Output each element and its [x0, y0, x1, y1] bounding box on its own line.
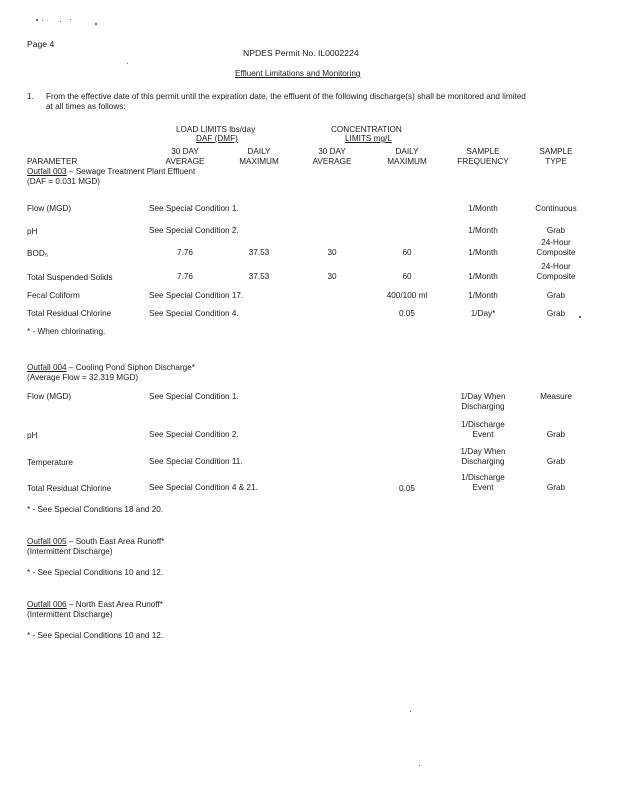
row-004-flow-freq-1: 1/Day When [460, 392, 506, 401]
row-003-bod-param: BOD₅ [27, 249, 49, 258]
row-004-temp-param: Temperature [27, 458, 73, 467]
row-004-temp-freq-2: Discharging [461, 457, 505, 466]
row-004-flow-param: Flow (MGD) [27, 392, 72, 401]
section-title: Effluent Limitations and Monitoring [235, 69, 361, 78]
scan-speck [42, 20, 43, 21]
row-003-trc-param: Total Residual Chlorine [27, 309, 112, 318]
row-003-trc-note: See Special Condition 4. [149, 309, 239, 318]
freq-header-2: FREQUENCY [457, 157, 509, 166]
load-daily-header-1: DAILY [247, 147, 271, 156]
row-004-ph-freq-2: Event [472, 430, 494, 439]
row-004-ph-freq-1: 1/Discharge [461, 420, 505, 429]
row-003-bod-concmax: 60 [402, 248, 412, 257]
outfall-004-flow: (Average Flow = 32.319 MGD) [27, 373, 139, 382]
row-004-flow-freq-2: Discharging [461, 402, 505, 411]
item-number: 1. [27, 92, 34, 101]
row-004-ph-param: pH [27, 431, 38, 440]
outfall-005-heading: Outfall 005 – South East Area Runoff* [27, 537, 165, 546]
parameter-header: PARAMETER [27, 157, 78, 166]
row-003-tss-concmax: 60 [402, 272, 412, 281]
row-003-flow-note: See Special Condition 1. [149, 204, 239, 213]
row-003-trc-freq: 1/Day* [470, 309, 496, 318]
row-004-temp-freq-1: 1/Day When [460, 447, 506, 456]
scan-speck [95, 23, 97, 25]
row-003-bod-loadmax: 37.53 [248, 248, 270, 257]
row-004-flow-note: See Special Condition 1. [149, 392, 239, 401]
row-003-bod-type-1: 24-Hour [541, 238, 571, 247]
row-003-fecal-param: Fecal Coliform [27, 291, 80, 300]
row-003-bod-conc30: 30 [327, 248, 337, 257]
row-003-trc-type: Grab [546, 309, 566, 318]
load-30day-header-1: 30 DAY [171, 147, 199, 156]
type-header-1: SAMPLE [539, 147, 573, 156]
row-004-trc-note: See Special Condition 4 & 21. [149, 483, 258, 492]
type-header-2: TYPE [545, 157, 567, 166]
freq-header-1: SAMPLE [466, 147, 500, 156]
outfall-003-daf: (DAF = 0.031 MGD) [27, 177, 101, 186]
outfall-003-footnote: * - When chlorinating. [27, 327, 106, 336]
outfall-005-sub: (Intermittent Discharge) [27, 547, 113, 556]
permit-number: NPDES Permit No. IL0002224 [243, 48, 359, 58]
row-003-ph-param: pH [27, 227, 38, 236]
load-limits-header: LOAD LIMITS lbs/day [176, 125, 256, 134]
scan-speck [127, 63, 128, 64]
row-003-tss-loadmax: 37.53 [248, 272, 270, 281]
row-004-trc-concmax: 0.05 [399, 484, 415, 493]
scan-speck [60, 21, 61, 22]
row-004-flow-type: Measure [540, 392, 572, 401]
row-003-fecal-type: Grab [546, 291, 566, 300]
row-003-flow-freq: 1/Month [468, 204, 498, 213]
load-daily-header-2: MAXIMUM [239, 157, 279, 166]
row-003-tss-type-1: 24-Hour [541, 262, 571, 271]
row-003-fecal-note: See Special Condition 17. [149, 291, 244, 300]
conc-30day-header-2: AVERAGE [312, 157, 352, 166]
outfall-006-heading: Outfall 006 – North East Area Runoff* [27, 600, 163, 609]
row-004-trc-freq-1: 1/Discharge [461, 473, 505, 482]
row-003-bod-load30: 7.76 [177, 248, 193, 257]
row-003-tss-conc30: 30 [327, 272, 337, 281]
outfall-006-footnote: * - See Special Conditions 10 and 12. [27, 631, 164, 640]
row-004-trc-type: Grab [546, 483, 566, 492]
concentration-header: CONCENTRATION [331, 125, 402, 134]
row-004-ph-type: Grab [546, 430, 566, 439]
row-003-flow-type: Continuous [535, 204, 577, 213]
intro-line-1: From the effective date of this permit until the expiration date, the effluent of the following discharge(s) shall be monitored and limited [46, 92, 526, 101]
row-004-temp-note: See Special Condition 11. [149, 457, 243, 466]
page-number: Page 4 [27, 39, 55, 49]
row-004-temp-type: Grab [546, 457, 566, 466]
outfall-005-footnote: * - See Special Conditions 10 and 12. [27, 568, 164, 577]
scan-speck [36, 19, 38, 21]
outfall-004-heading: Outfall 004 – Cooling Pond Siphon Discharge* [27, 363, 195, 372]
limits-mgl-header: LIMITS mg/L [345, 134, 392, 143]
row-003-trc-concmax: 0.05 [399, 309, 415, 318]
outfall-006-sub: (Intermittent Discharge) [27, 610, 113, 619]
row-003-ph-type: Grab [546, 226, 566, 235]
row-003-bod-freq: 1/Month [468, 248, 498, 257]
row-003-tss-param: Total Suspended Solids [27, 273, 113, 282]
row-004-trc-param: Total Residual Chlorine [27, 484, 112, 493]
conc-30day-header-1: 30 DAY [318, 147, 346, 156]
outfall-004-footnote: * - See Special Conditions 18 and 20. [27, 505, 164, 514]
row-004-trc-freq-2: Event [472, 483, 494, 492]
row-003-tss-type-2: Composite [536, 272, 576, 281]
load-30day-header-2: AVERAGE [165, 157, 205, 166]
row-003-ph-freq: 1/Month [468, 226, 498, 235]
daf-header: DAF (DMF) [196, 134, 238, 143]
row-003-flow-param: Flow (MGD) [27, 204, 72, 213]
scan-speck [410, 711, 411, 712]
row-003-tss-freq: 1/Month [468, 272, 498, 281]
conc-daily-header-2: MAXIMUM [387, 157, 427, 166]
row-003-fecal-freq: 1/Month [468, 291, 498, 300]
row-003-fecal-concmax: 400/100 ml [386, 291, 428, 300]
scan-speck [419, 765, 420, 766]
row-003-tss-load30: 7.76 [177, 272, 193, 281]
row-003-bod-type-2: Composite [536, 248, 576, 257]
conc-daily-header-1: DAILY [395, 147, 419, 156]
scan-speck [70, 19, 71, 20]
outfall-003-heading: Outfall 003 – Sewage Treatment Plant Effluent [27, 167, 196, 176]
row-004-ph-note: See Special Condition 2. [149, 430, 239, 439]
intro-line-2: at all times as follows: [46, 102, 126, 111]
row-003-ph-note: See Special Condition 2. [149, 226, 239, 235]
